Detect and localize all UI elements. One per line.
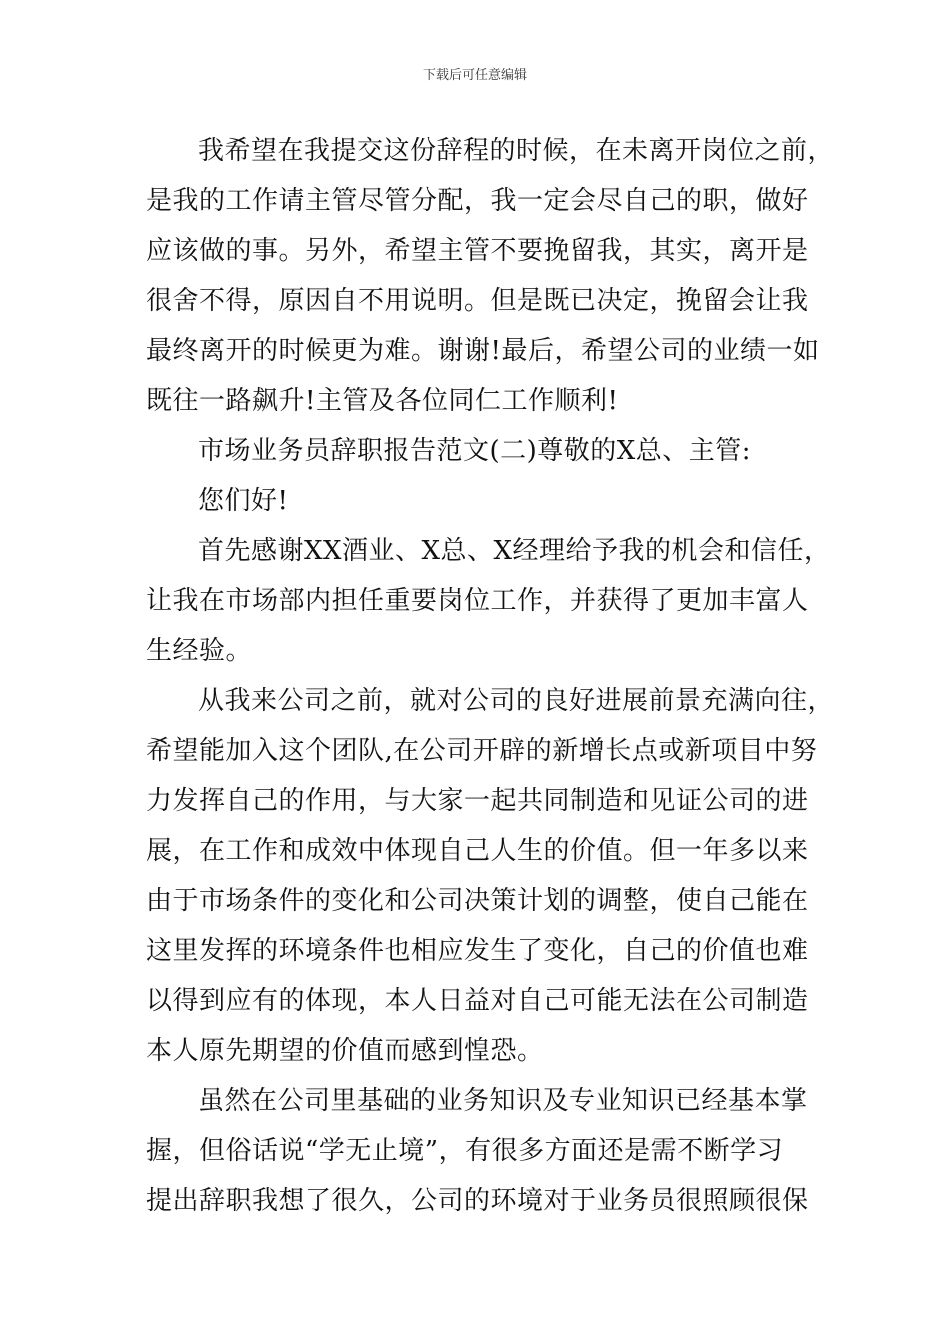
section-heading: 市场业务员辞职报告范文(二)尊敬的X总、主管: — [198, 436, 752, 466]
text-line: 既往一路飙升!主管及各位同仁工作顺利! — [146, 386, 619, 416]
document-body — [146, 126, 836, 1226]
text-line: 我希望在我提交这份辞程的时候，在未离开岗位之前， — [198, 136, 835, 166]
text-line: 应该做的事。另外，希望主管不要挽留我，其实，离开是 — [146, 236, 809, 266]
text-line: 从我来公司之前，就对公司的良好进展前景充满向往， — [198, 686, 835, 716]
text-line: 首先感谢XX酒业、X总、X经理给予我的机会和信任， — [198, 536, 831, 566]
text-line: 展，在工作和成效中体现自己人生的价值。但一年多以来 — [146, 836, 809, 866]
text-line: 由于市场条件的变化和公司决策计划的调整，使自己能在 — [146, 886, 809, 916]
text-line: 力发挥自己的作用，与大家一起共同制造和见证公司的进 — [146, 786, 809, 816]
text-line: 本人原先期望的价值而感到惶恐。 — [146, 1036, 544, 1066]
text-line: 握，但俗话说“学无止境”，有很多方面还是需不断学习 — [146, 1136, 784, 1166]
text-line: 是我的工作请主管尽管分配，我一定会尽自己的职，做好 — [146, 186, 809, 216]
text-line: 很舍不得，原因自不用说明。但是既已决定，挽留会让我 — [146, 286, 809, 316]
text-line: 提出辞职我想了很久，公司的环境对于业务员很照顾很保 — [146, 1186, 809, 1216]
text-line: 这里发挥的环境条件也相应发生了变化，自己的价值也难 — [146, 936, 809, 966]
text-line: 生经验。 — [146, 636, 253, 666]
text-line: 希望能加入这个团队,在公司开辟的新增长点或新项目中努 — [146, 736, 818, 766]
text-line: 虽然在公司里基础的业务知识及专业知识已经基本掌 — [198, 1086, 808, 1116]
salutation: 您们好! — [198, 486, 289, 516]
text-line: 让我在市场部内担任重要岗位工作，并获得了更加丰富人 — [146, 586, 809, 616]
text-line: 最终离开的时候更为难。谢谢!最后，希望公司的业绩一如 — [146, 336, 820, 366]
page-header: 下载后可任意编辑 — [422, 68, 527, 83]
text-line: 以得到应有的体现，本人日益对自己可能无法在公司制造 — [146, 986, 809, 1016]
